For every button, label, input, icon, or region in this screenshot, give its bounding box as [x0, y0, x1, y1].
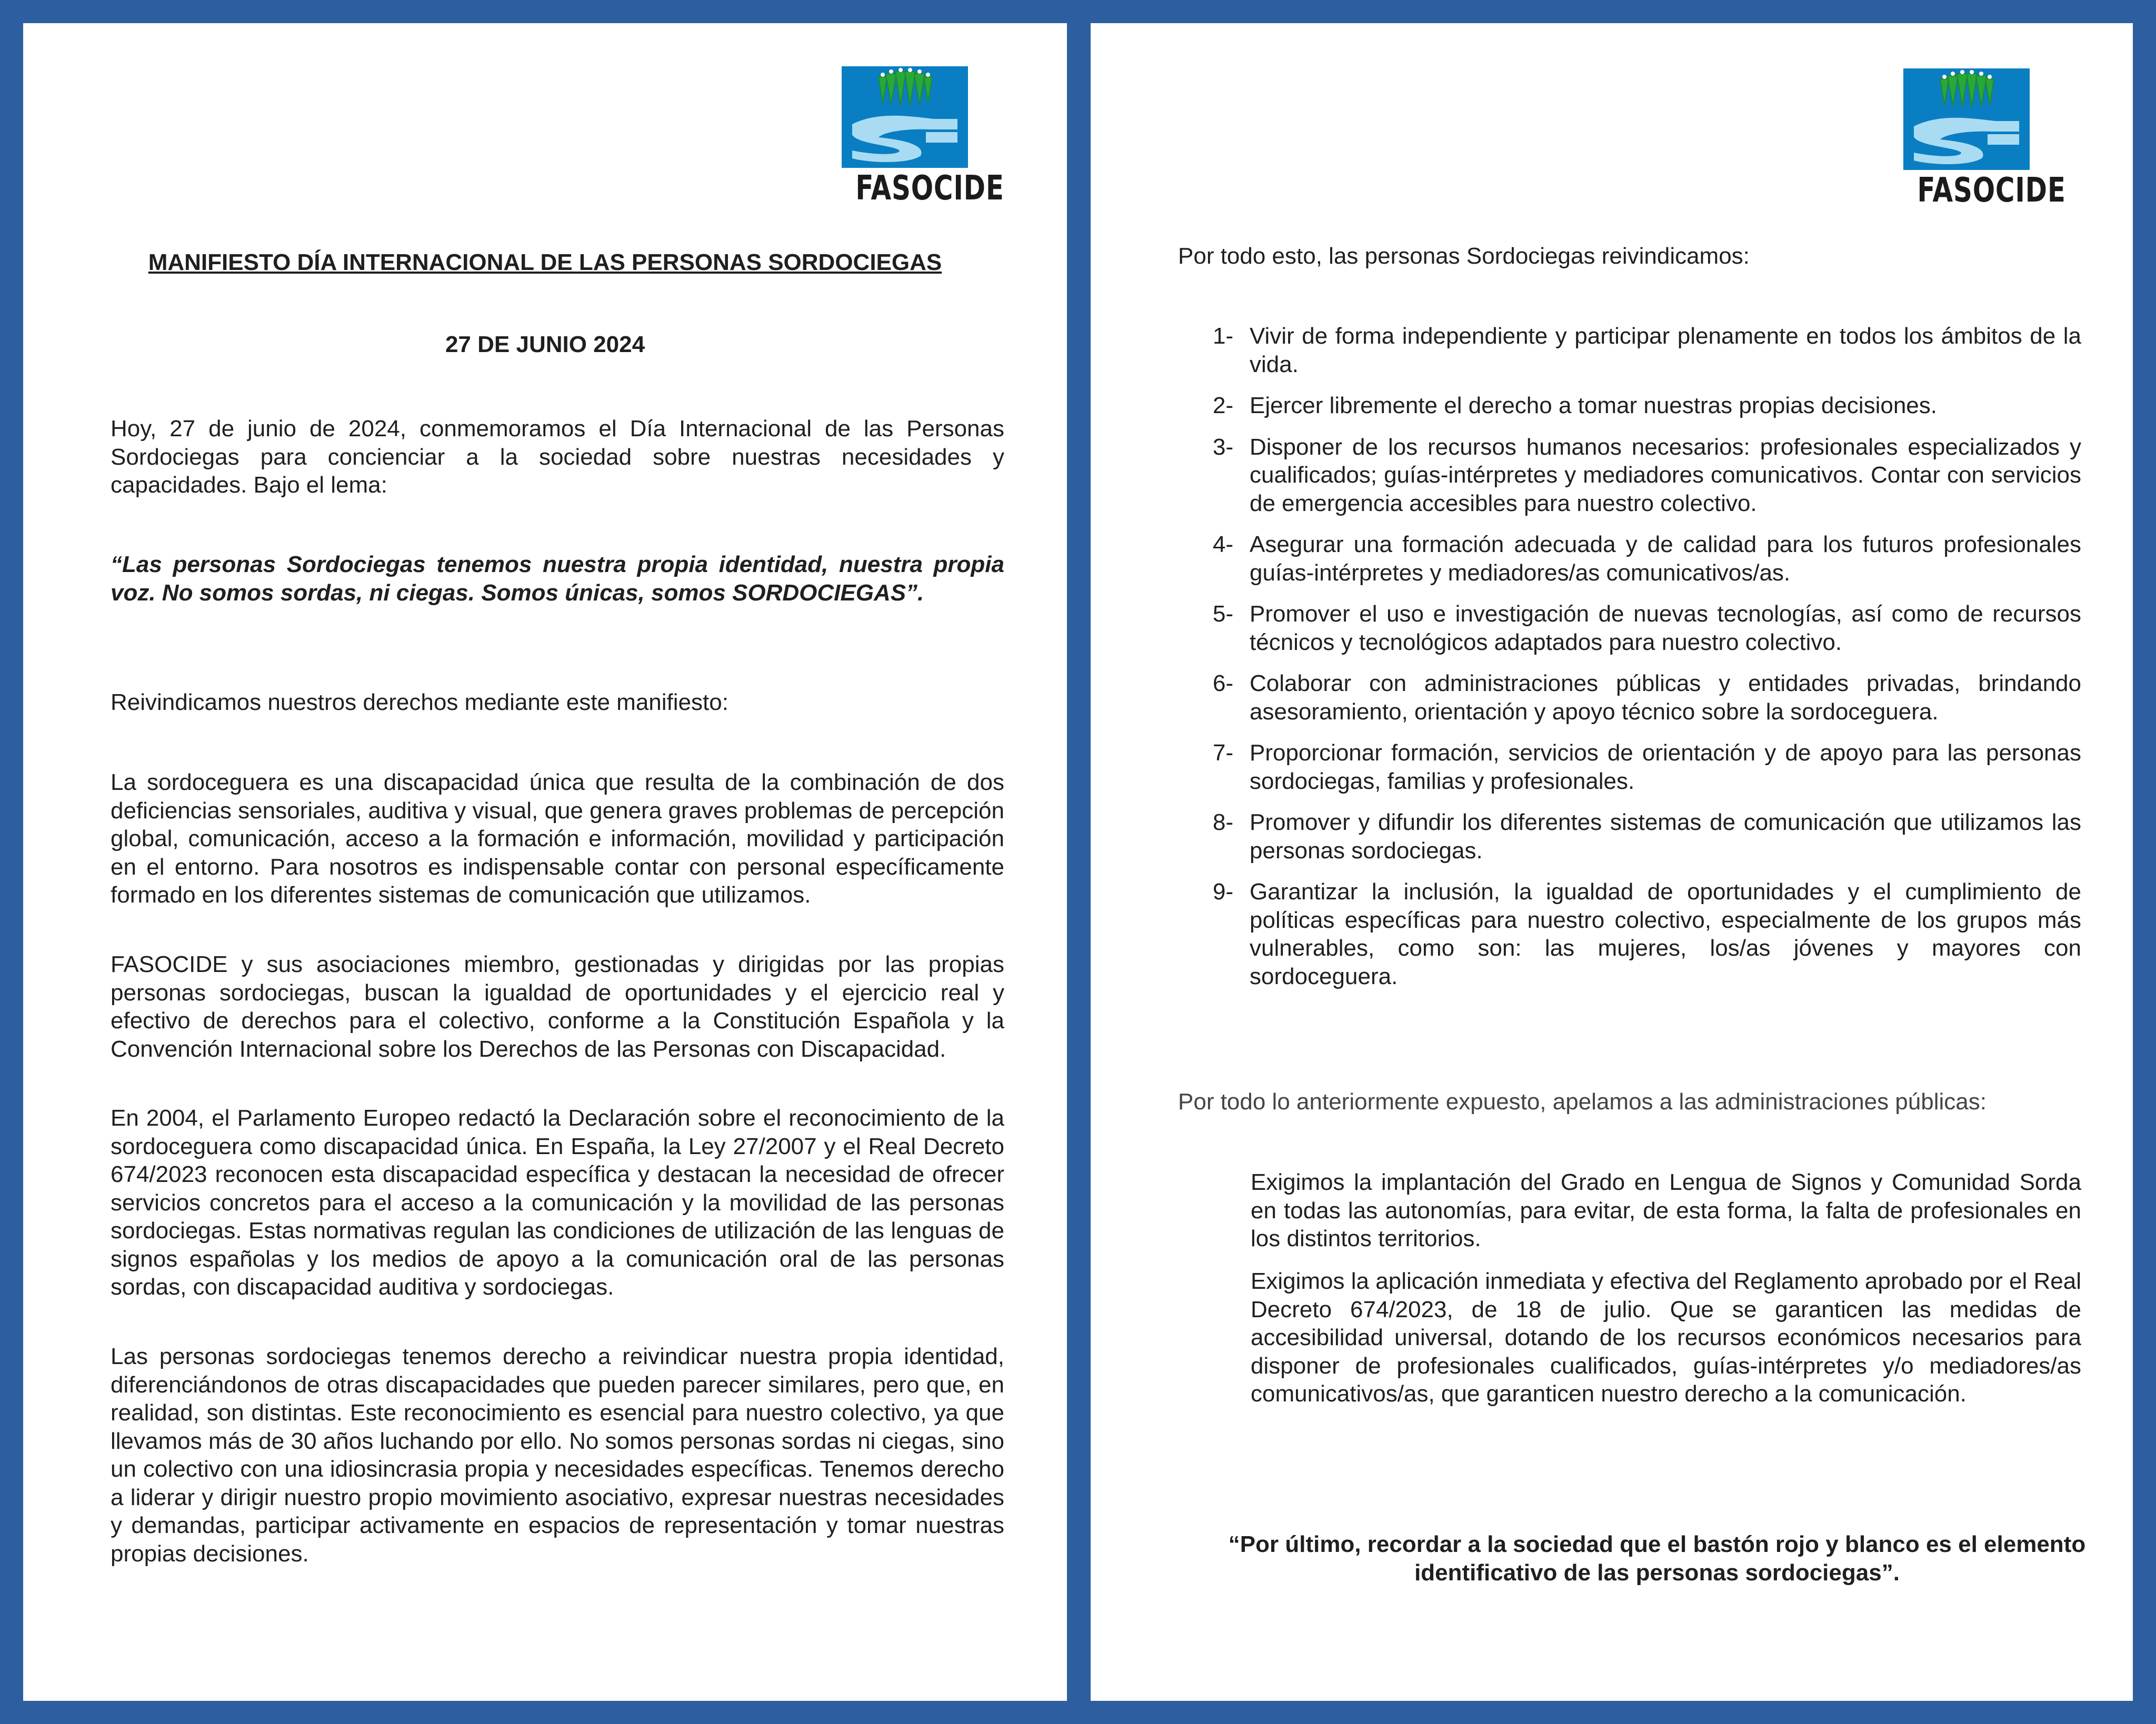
claims-list: [1213, 322, 2081, 1004]
list-item: [1213, 322, 2081, 378]
list-item: [1213, 739, 2081, 795]
logo-wordmark: FASOCIDE: [1917, 171, 2066, 210]
motto-quote: “Las personas Sordociegas tenemos nuestra propia identidad, nuestra propia voz. No somos sordas, ni ciegas. Somos únicas, somos SORDOCIEGAS”.: [111, 552, 1004, 606]
list-item-text: Ejercer libremente el derecho a tomar nuestras propias decisiones.: [1250, 393, 1937, 418]
logo-emblem-icon: [1903, 68, 2030, 170]
fasocide-logo: [842, 66, 1004, 208]
list-item-text: Asegurar una formación adecuada y de calidad para los futuros profesionales guías-intérpretes y mediadores/as comunicativos/as.: [1250, 532, 2081, 586]
list-item: [1213, 669, 2081, 726]
list-item-number: 3-: [1213, 434, 1234, 460]
paragraph-deafblindness: La sordoceguera es una discapacidad única que resulta de la combinación de dos deficiencias sensoriales, auditiva y visual, que genera graves problemas de percepción global, comunicación, acceso a la formación e información, movilidad y participación en el entorno. Para nosotros es indispensable contar con personal específicamente formado en los diferentes sistemas de comunicación que utilizamos.: [111, 769, 1004, 908]
demand-paragraph: Exigimos la implantación del Grado en Lengua de Signos y Comunidad Sorda en todas las autonomías, para evitar, de esta forma, la falta de profesionales en los distintos territorios.: [1251, 1169, 2081, 1251]
list-item: [1213, 600, 2081, 656]
claims-intro: Por todo esto, las personas Sordociegas reivindicamos:: [1178, 243, 1750, 269]
list-item-number: 2-: [1213, 393, 1234, 418]
list-item-number: 9-: [1213, 879, 1234, 905]
list-item-number: 7-: [1213, 740, 1234, 766]
list-item: [1213, 808, 2081, 865]
list-item-number: 4-: [1213, 532, 1234, 557]
appeal-intro: Por todo lo anteriormente expuesto, apelamos a las administraciones públicas:: [1178, 1089, 1987, 1115]
list-item-number: 1-: [1213, 323, 1234, 349]
list-item-text: Proporcionar formación, servicios de orientación y de apoyo para las personas sordociegas, familias y profesionales.: [1250, 740, 2081, 794]
closing-statement: “Por último, recordar a la sociedad que el bastón rojo y blanco es el elemento identificativo de las personas sordociegas”.: [1228, 1531, 2086, 1586]
list-item-number: 5-: [1213, 601, 1234, 627]
demand-paragraph: Exigimos la aplicación inmediata y efectiva del Reglamento aprobado por el Real Decreto 674/2023, de 18 de julio. Que se garanticen las medidas de accesibilidad universal, dotando de los recursos económicos necesarios para disponer de profesionales cualificados, guías-intérpretes y/o mediadores/as comunicativos/as, que garanticen nuestro derecho a la comunicación.: [1251, 1268, 2081, 1407]
paragraph-legislation: En 2004, el Parlamento Europeo redactó la Declaración sobre el reconocimiento de la sordoceguera como discapacidad única. En España, la Ley 27/2007 y el Real Decreto 674/2023 reconocen esta discapacidad específica y destacan la necesidad de ofrecer servicios concretos para el acceso a la comunicación y la movilidad de las personas sordociegas. Estas normativas regulan las condiciones de utilización de las lenguas de signos españolas y los medios de apoyo a la comunicación oral de las personas sordas, con discapacidad auditiva y sordociegas.: [111, 1105, 1004, 1300]
list-item-number: 6-: [1213, 670, 1234, 696]
list-item-text: Promover el uso e investigación de nuevas tecnologías, así como de recursos técnicos y tecnológicos adaptados para nuestro colectivo.: [1250, 601, 2081, 655]
logo-wordmark: FASOCIDE: [855, 169, 1004, 208]
rights-intro: Reivindicamos nuestros derechos mediante este manifiesto:: [111, 689, 728, 715]
manifesto-date: 27 DE JUNIO 2024: [445, 332, 645, 357]
paragraph-fasocide: FASOCIDE y sus asociaciones miembro, gestionadas y dirigidas por las propias personas sordociegas, buscan la igualdad de oportunidades y el ejercicio real y efectivo de derechos para el colectivo, conforme a la Constitución Española y la Convención Internacional sobre los Derechos de las Personas con Discapacidad.: [111, 951, 1004, 1062]
intro-paragraph: Hoy, 27 de junio de 2024, conmemoramos el Día Internacional de las Personas Sordociegas para concienciar a la sociedad sobre nuestras necesidades y capacidades. Bajo el lema:: [111, 416, 1004, 498]
manifesto-title: MANIFIESTO DÍA INTERNACIONAL DE LAS PERSONAS SORDOCIEGAS: [148, 249, 942, 275]
list-item-text: Promover y difundir los diferentes sistemas de comunicación que utilizamos las personas sordociegas.: [1250, 809, 2081, 864]
list-item-text: Disponer de los recursos humanos necesarios: profesionales especializados y cualificados; guías-intérpretes y mediadores comunicativos. Contar con servicios de emergencia accesibles para nuestro colectivo.: [1250, 434, 2081, 516]
list-item: [1213, 433, 2081, 518]
logo-emblem-icon: [842, 66, 968, 168]
list-item-text: Garantizar la inclusión, la igualdad de oportunidades y el cumplimiento de políticas específicas para nuestro colectivo, especialmente de los grupos más vulnerables, como son: las mujeres, los/as jóvenes y mayores con sordoceguera.: [1250, 879, 2081, 989]
list-item-text: Vivir de forma independiente y participar plenamente en todos los ámbitos de la vida.: [1250, 323, 2081, 377]
manifesto-page-1: [23, 23, 1067, 1701]
paragraph-identity: Las personas sordociegas tenemos derecho a reivindicar nuestra propia identidad, diferenciándonos de otras discapacidades que pueden parecer similares, pero que, en realidad, son distintas. Este reconocimiento es esencial para nuestro colectivo, ya que llevamos más de 30 años luchando por ello. No somos personas sordas ni ciegas, sino un colectivo con una idiosincrasia propia y necesidades específicas. Tenemos derecho a liderar y dirigir nuestro propio movimiento asociativo, expresar nuestras necesidades y demandas, participar activamente en espacios de representación y tomar nuestras propias decisiones.: [111, 1344, 1004, 1567]
list-item: [1213, 530, 2081, 587]
manifesto-page-2: [1091, 23, 2133, 1701]
list-item: [1213, 878, 2081, 990]
list-item-number: 8-: [1213, 809, 1234, 835]
list-item-text: Colaborar con administraciones públicas y entidades privadas, brindando asesoramiento, orientación y apoyo técnico sobre la sordoceguera.: [1250, 670, 2081, 725]
list-item: [1213, 392, 2081, 420]
fasocide-logo: [1903, 68, 2066, 211]
